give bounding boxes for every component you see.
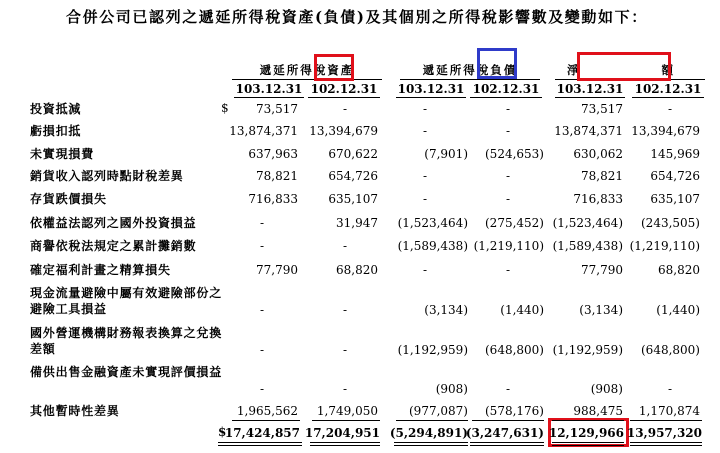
year-header: 103.12.31: [556, 82, 624, 96]
table-cell: 77,790: [256, 263, 298, 277]
row-label: 依權益法認列之國外投資損益: [30, 216, 197, 230]
table-cell: (524,653): [485, 147, 544, 161]
table-cell: 13,394,679: [631, 124, 700, 138]
table-cell: (1,523,464): [397, 216, 468, 230]
total-double-rule: [470, 442, 544, 446]
table-cell: 73,517: [581, 102, 623, 116]
table-cell: 654,726: [650, 169, 700, 183]
table-cell: 716,833: [573, 192, 623, 206]
table-cell: -: [422, 263, 428, 277]
group-header-assets: 遞延所得稅資產: [232, 62, 382, 80]
table-cell: 1,749,050: [316, 404, 378, 418]
table-cell: (648,800): [641, 343, 700, 357]
table-cell: 630,062: [573, 147, 623, 161]
table-cell: (7,901): [424, 147, 468, 161]
table-cell: (1,589,438): [397, 239, 468, 253]
row-label: 投資抵減: [30, 102, 82, 116]
table-cell: 1,170,874: [638, 404, 700, 418]
table-cell: (1,219,110): [629, 239, 700, 253]
table-cell: 77,790: [581, 263, 623, 277]
table-cell: 13,874,371: [229, 124, 298, 138]
table-cell: (1,440): [656, 303, 700, 317]
table-cell: (1,192,959): [552, 343, 623, 357]
subtotal-rule: [552, 420, 624, 421]
table-cell: 635,107: [328, 192, 378, 206]
table-cell: -: [422, 102, 428, 116]
subtotal-rule: [232, 420, 300, 421]
row-label: 存貨跌價損失: [30, 192, 107, 206]
table-cell: -: [259, 343, 265, 357]
total-double-rule: [630, 442, 702, 446]
table-cell: (1,589,438): [552, 239, 623, 253]
table-cell: -: [259, 239, 265, 253]
table-cell: 145,969: [650, 147, 700, 161]
table-cell: -: [667, 102, 673, 116]
table-cell: (648,800): [485, 343, 544, 357]
table-cell: -: [505, 102, 511, 116]
table-cell: -: [342, 382, 348, 396]
subtotal-rule: [396, 420, 468, 421]
table-cell: (908): [590, 382, 623, 396]
row-label: 備供出售金融資產未實現評價損益: [30, 365, 223, 379]
table-cell: (275,452): [485, 216, 544, 230]
row-label: 現金流量避險中屬有效避險部份之避險工具損益: [30, 286, 223, 316]
table-cell: 988,475: [573, 404, 623, 418]
table-cell: (578,176): [485, 404, 544, 418]
document-title: 合併公司已認列之遞延所得稅資產(負債)及其個別之所得稅影響數及變動如下：: [66, 8, 648, 26]
table-cell: -: [342, 239, 348, 253]
table-cell: 13,874,371: [554, 124, 623, 138]
group-header-net: 淨 額: [555, 62, 705, 80]
table-cell: (3,134): [579, 303, 623, 317]
row-label: 確定福利計畫之精算損失: [30, 263, 171, 277]
currency-sign: $: [221, 101, 229, 115]
row-label: 銷貨收入認列時點財稅差異: [30, 169, 184, 183]
table-cell: -: [422, 124, 428, 138]
total-cell: (3,247,631): [465, 426, 544, 440]
subtotal-rule: [312, 420, 380, 421]
total-double-rule: [218, 442, 302, 446]
total-double-rule: [552, 442, 624, 446]
table-cell: 716,833: [248, 192, 298, 206]
subtotal-rule: [472, 420, 544, 421]
table-cell: 31,947: [336, 216, 378, 230]
table-cell: 654,726: [328, 169, 378, 183]
row-label: 未實現損費: [30, 147, 95, 161]
table-cell: (243,505): [641, 216, 700, 230]
table-cell: -: [259, 382, 265, 396]
table-cell: 635,107: [650, 192, 700, 206]
total-cell: (5,294,891): [389, 426, 468, 440]
table-cell: 1,965,562: [236, 404, 298, 418]
total-cell: 13,957,320: [626, 426, 702, 440]
table-cell: -: [505, 382, 511, 396]
total-cell: 12,129,966: [548, 426, 624, 440]
year-header: 103.12.31: [397, 82, 465, 96]
table-cell: 670,622: [328, 147, 378, 161]
table-cell: 73,517: [256, 102, 298, 116]
row-label: 其他暫時性差異: [30, 404, 120, 418]
table-cell: -: [342, 303, 348, 317]
group-header-liabilities: 遞延所得稅負債: [400, 62, 540, 80]
total-cell: 17,204,951: [304, 426, 380, 440]
row-label: 國外營運機構財務報表換算之兌換差額: [30, 326, 223, 356]
table-cell: (977,087): [409, 404, 468, 418]
table-cell: -: [505, 169, 511, 183]
year-header: 102.12.31: [308, 82, 380, 98]
year-header: 102.12.31: [470, 82, 542, 98]
table-cell: -: [505, 124, 511, 138]
table-cell: -: [342, 343, 348, 357]
table-cell: -: [505, 263, 511, 277]
row-label: 虧損扣抵: [30, 124, 82, 138]
table-cell: (1,440): [500, 303, 544, 317]
table-cell: 78,821: [256, 169, 298, 183]
currency-sign-total: $: [218, 425, 227, 439]
table-cell: (1,219,110): [473, 239, 544, 253]
table-cell: 78,821: [581, 169, 623, 183]
table-cell: -: [259, 303, 265, 317]
year-header: 103.12.31: [235, 82, 303, 96]
table-cell: 68,820: [336, 263, 378, 277]
table-cell: (3,134): [424, 303, 468, 317]
table-cell: -: [667, 382, 673, 396]
year-header: 102.12.31: [632, 82, 704, 98]
table-cell: 637,963: [248, 147, 298, 161]
table-cell: -: [422, 192, 428, 206]
table-cell: (908): [435, 382, 468, 396]
highlight-box-net: [577, 52, 671, 81]
subtotal-rule: [630, 420, 702, 421]
total-cell: 17,424,857: [224, 426, 300, 440]
table-cell: -: [342, 102, 348, 116]
table-cell: 13,394,679: [309, 124, 378, 138]
table-cell: (1,523,464): [552, 216, 623, 230]
table-cell: 68,820: [658, 263, 700, 277]
table-cell: (1,192,959): [397, 343, 468, 357]
total-double-rule: [394, 442, 468, 446]
table-cell: -: [422, 169, 428, 183]
table-cell: -: [259, 216, 265, 230]
highlight-box-assets: [314, 54, 354, 81]
table-cell: -: [505, 192, 511, 206]
highlight-box-liabilities: [477, 48, 517, 79]
row-label: 商譽依稅法規定之累計攤銷數: [30, 239, 197, 253]
total-double-rule: [310, 442, 380, 446]
